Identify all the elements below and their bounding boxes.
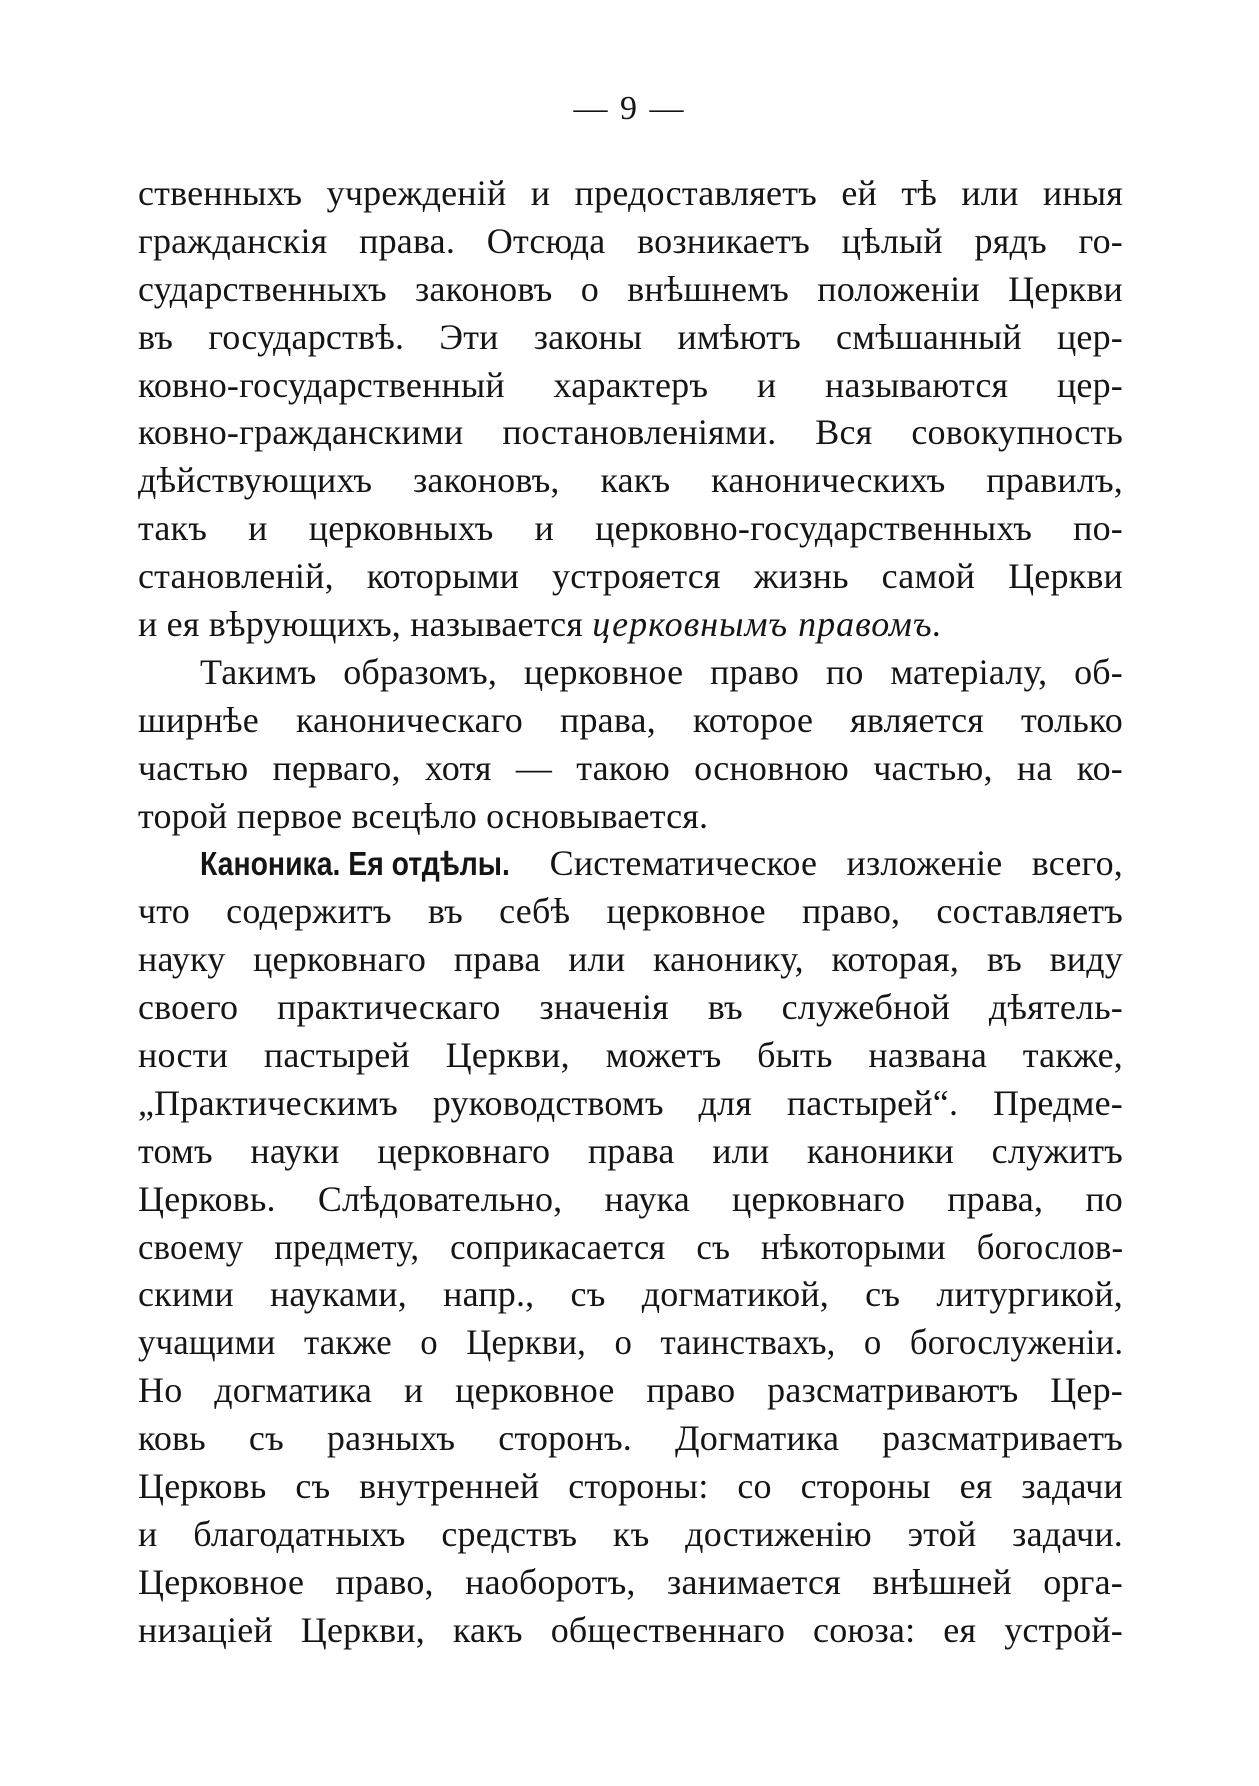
text-line: науку церковнаго права или канонику, которая, въ виду [138, 939, 1123, 980]
text-line [138, 840, 1123, 888]
paragraph-1 [138, 170, 1123, 649]
text-line: ственныхъ учрежденій и предоставляетъ ей тѣ или иныя [138, 173, 1123, 213]
text-line: и благодатныхъ средствъ къ достиженію этой задачи. [138, 1513, 1123, 1554]
text-line: ности пастырей Церкви, можетъ быть названа также, [138, 1035, 1123, 1076]
text-line: своему предмету, соприкасается съ нѣкоторыми богослов- [138, 1226, 1124, 1267]
text-line: скими науками, напр., съ догматикой, съ литургикой, [138, 1274, 1123, 1315]
text-fragment: и ея вѣрующихъ, называется [138, 604, 593, 645]
text-line: учащими также о Церкви, о таинствахъ, о богослуженіи. [138, 1322, 1124, 1363]
text-line: частью перваго, хотя — такою основною частью, на ко- [138, 747, 1123, 788]
text-line: такъ и церковныхъ и церковно-государственныхъ по- [138, 508, 1123, 549]
text-line: что содержитъ въ себѣ церковное право, составляетъ [138, 891, 1123, 932]
text-line: Церковь съ внутренней стороны: со стороны ея задачи [138, 1466, 1123, 1507]
text-line: ковно-гражданскими постановленіями. Вся совокупность [138, 412, 1123, 453]
paragraph-2 [138, 649, 1123, 841]
text-line: томъ науки церковнаго права или каноники служитъ [138, 1130, 1123, 1171]
text-line: Церковь. Слѣдовательно, наука церковнаго права, по [138, 1178, 1123, 1219]
text-line: сударственныхъ законовъ о внѣшнемъ положеніи Церкви [138, 268, 1123, 309]
text-line: становленій, которыми устрояется жизнь самой Церкви [138, 556, 1123, 597]
text-line: ковь съ разныхъ сторонъ. Догматика разсматриваетъ [138, 1418, 1123, 1459]
body-text [138, 170, 1123, 1655]
text-line: ковно-государственный характеръ и называются цер- [138, 364, 1123, 405]
text-line: дѣйствующихъ законовъ, какъ каноническихъ правилъ, [138, 460, 1123, 501]
text-line: своего практическаго значенія въ служебной дѣятель- [138, 987, 1123, 1028]
text-line: Но догматика и церковное право разсматриваютъ Цер- [138, 1370, 1123, 1411]
paragraph-3 [138, 840, 1123, 1654]
text-line: торой первое всецѣло основывается. [138, 795, 709, 836]
emphasized-term: церковнымъ правомъ. [592, 604, 943, 645]
text-line: ширнѣе каноническаго права, которое является только [138, 699, 1123, 740]
text-line: низаціей Церкви, какъ общественнаго союза: ея устрой- [138, 1609, 1123, 1650]
text-line: „Практическимъ руководствомъ для пастырей“. Предме- [138, 1082, 1123, 1123]
text-line: Церковное право, наоборотъ, занимается внѣшней орга- [138, 1561, 1123, 1602]
text-line: Такимъ образомъ, церковное право по матеріалу, об- [200, 651, 1123, 692]
text-line: въ государствѣ. Эти законы имѣютъ смѣшанный цер- [138, 316, 1123, 357]
section-heading: Каноника. Ея отдѣлы. [200, 845, 510, 883]
text-line: гражданскія права. Отсюда возникаетъ цѣлый рядъ го- [138, 220, 1123, 261]
text-fragment: Систематическое изложеніе всего, [520, 843, 1123, 884]
page-number: — 9 — [573, 90, 686, 127]
text-line [138, 601, 1123, 649]
